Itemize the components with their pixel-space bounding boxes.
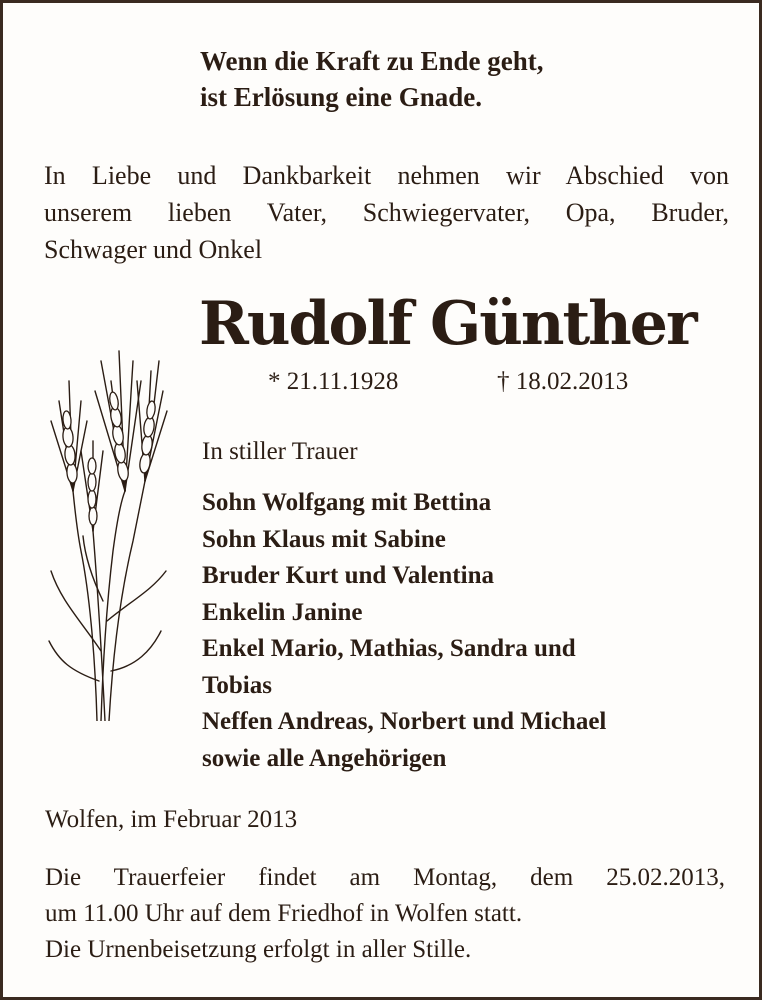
funeral-line-2: um 11.00 Uhr auf dem Friedhof in Wolfen statt. bbox=[45, 900, 523, 927]
family-member: Tobias bbox=[202, 671, 272, 699]
family-member: Sohn Wolfgang mit Bettina bbox=[202, 489, 492, 516]
deceased-name: Rudolf Günther bbox=[199, 289, 696, 359]
intro-line-1: In Liebe und Dankbarkeit nehmen wir Abschied von bbox=[44, 161, 729, 190]
family-member: sowie alle Angehörigen bbox=[202, 744, 447, 772]
funeral-info bbox=[45, 860, 725, 968]
family-member: Bruder Kurt und Valentina bbox=[202, 562, 494, 589]
funeral-line-1: Die Trauerfeier findet am Montag, dem 25.02.2013, bbox=[45, 864, 725, 891]
birth-date: * 21.11.1928 bbox=[268, 368, 399, 395]
intro-line-3: Schwager und Onkel bbox=[44, 235, 263, 264]
funeral-line-3: Die Urnenbeisetzung erfolgt in aller Stille. bbox=[45, 936, 472, 963]
mourning-heading: In stiller Trauer bbox=[202, 438, 358, 465]
intro-text bbox=[44, 157, 729, 268]
place-date: Wolfen, im Februar 2013 bbox=[45, 806, 298, 833]
family-list bbox=[202, 485, 742, 777]
family-member: Sohn Klaus mit Sabine bbox=[202, 525, 446, 553]
motto bbox=[200, 43, 740, 115]
motto-line-2: ist Erlösung eine Gnade. bbox=[200, 82, 483, 112]
family-member: Neffen Andreas, Norbert und Michael bbox=[202, 708, 607, 735]
wheat-icon bbox=[41, 321, 171, 721]
death-date: † 18.02.2013 bbox=[497, 368, 629, 395]
intro-line-2: unserem lieben Vater, Schwiegervater, Opa, Bruder, bbox=[44, 198, 729, 227]
family-member: Enkel Mario, Mathias, Sandra und bbox=[202, 635, 576, 662]
motto-line-1: Wenn die Kraft zu Ende geht, bbox=[200, 46, 544, 76]
family-member: Enkelin Janine bbox=[202, 598, 363, 626]
